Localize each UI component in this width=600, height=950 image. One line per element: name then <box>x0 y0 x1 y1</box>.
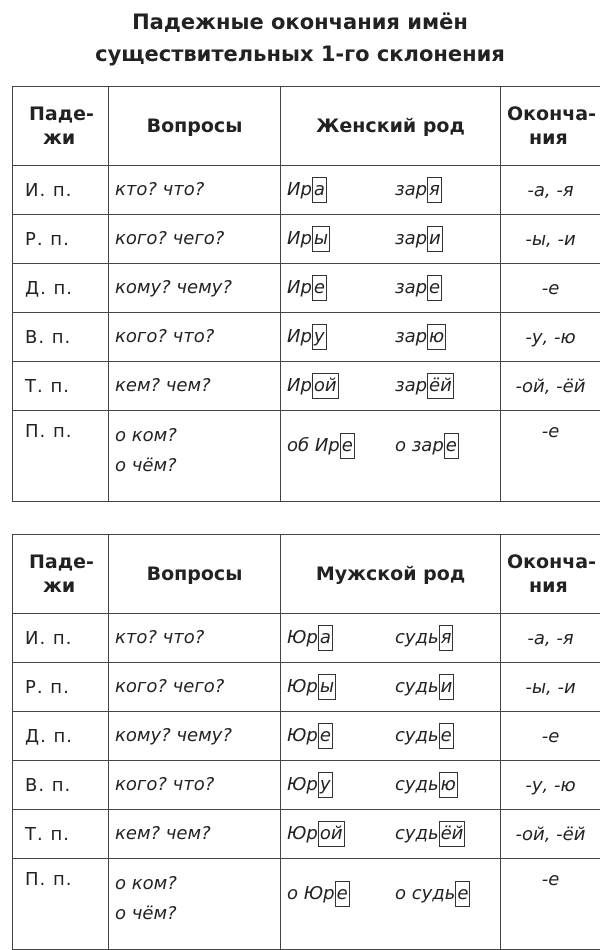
word-ending-box: ой <box>318 821 345 847</box>
example-word <box>395 373 454 399</box>
example-word <box>395 772 458 798</box>
word-stem: судь <box>395 774 439 795</box>
header-row <box>13 87 600 166</box>
word-ending-box: е <box>340 433 355 459</box>
case-name: Т. п. <box>13 810 109 859</box>
case-endings: -ой, -ёй <box>501 810 600 859</box>
word-ending-box: е <box>427 275 442 301</box>
word-stem: Юр <box>287 823 318 844</box>
word-preposition: об <box>287 435 315 456</box>
example-word <box>395 324 446 350</box>
question-line-1: кого? чего? <box>115 228 225 249</box>
example-word <box>287 881 350 907</box>
word-preposition: о <box>395 883 412 904</box>
case-questions <box>109 859 281 950</box>
header-questions: Вопросы <box>109 87 281 166</box>
question-line-1: кого? чего? <box>115 676 225 697</box>
word-stem: Ир <box>314 435 340 456</box>
question-line-1: кого? что? <box>115 774 215 795</box>
word-ending-box: е <box>455 881 470 907</box>
title-line-2: существительных 1-го склонения <box>95 42 505 66</box>
table-row <box>13 810 600 859</box>
case-questions <box>109 313 281 362</box>
case-name: Д. п. <box>13 712 109 761</box>
header-endings-line1: Оконча- <box>507 551 596 573</box>
case-endings: -е <box>501 264 600 313</box>
table-row <box>13 313 600 362</box>
question-line-1: кому? чему? <box>115 277 232 298</box>
word-stem: Ир <box>287 375 312 396</box>
question-line-1: кого? что? <box>115 326 215 347</box>
example-word <box>395 723 454 749</box>
table-row <box>13 712 600 761</box>
case-name: В. п. <box>13 761 109 810</box>
word-ending-box: а <box>318 625 333 651</box>
word-stem: Юр <box>287 774 318 795</box>
page-title <box>0 6 600 70</box>
header-gender: Женский род <box>281 87 501 166</box>
case-endings: -ой, -ёй <box>501 362 600 411</box>
header-cases-line2: жи <box>43 575 76 597</box>
word-stem: судь <box>395 676 439 697</box>
word-ending-box: ю <box>439 772 458 798</box>
header-cases <box>13 535 109 614</box>
case-endings: -у, -ю <box>501 313 600 362</box>
case-name: И. п. <box>13 614 109 663</box>
header-cases <box>13 87 109 166</box>
example-word <box>395 226 443 252</box>
example-words <box>281 859 501 950</box>
question-line-2: о чём? <box>115 455 177 476</box>
table-row <box>13 761 600 810</box>
word-ending-box: ой <box>312 373 339 399</box>
example-words <box>281 663 501 712</box>
case-endings: -а, -я <box>501 614 600 663</box>
word-stem: Юр <box>303 883 335 904</box>
word-ending-box: я <box>427 177 442 203</box>
case-endings: -ы, -и <box>501 215 600 264</box>
case-questions <box>109 810 281 859</box>
word-stem: зар <box>395 179 428 200</box>
question-line-2: о чём? <box>115 903 177 924</box>
case-name: П. п. <box>13 411 109 502</box>
word-ending-box: ы <box>318 674 336 700</box>
case-name: Р. п. <box>13 663 109 712</box>
case-endings: -ы, -и <box>501 663 600 712</box>
word-ending-box: и <box>427 226 443 252</box>
word-stem: зар <box>395 375 428 396</box>
case-name: В. п. <box>13 313 109 362</box>
example-word <box>287 177 327 203</box>
word-stem: Ир <box>287 228 312 249</box>
example-word <box>287 772 333 798</box>
table-row <box>13 614 600 663</box>
case-name: И. п. <box>13 166 109 215</box>
case-questions <box>109 761 281 810</box>
header-cases-line1: Паде- <box>29 103 94 125</box>
example-words <box>281 411 501 502</box>
table-row <box>13 859 600 950</box>
case-endings: -а, -я <box>501 166 600 215</box>
word-stem: зар <box>395 228 428 249</box>
word-ending-box: ы <box>312 226 330 252</box>
word-ending-box: ю <box>427 324 446 350</box>
example-word <box>287 275 327 301</box>
case-questions <box>109 614 281 663</box>
case-questions <box>109 264 281 313</box>
case-endings: -е <box>501 411 600 502</box>
word-ending-box: а <box>312 177 327 203</box>
table-row <box>13 411 600 502</box>
table-row <box>13 215 600 264</box>
word-ending-box: е <box>335 881 350 907</box>
case-endings: -у, -ю <box>501 761 600 810</box>
example-words <box>281 614 501 663</box>
word-stem: зар <box>395 326 428 347</box>
word-stem: судь <box>395 725 439 746</box>
word-stem: Юр <box>287 676 318 697</box>
header-gender: Мужской род <box>281 535 501 614</box>
example-words <box>281 810 501 859</box>
header-endings <box>501 87 600 166</box>
word-ending-box: ёй <box>439 821 466 847</box>
word-stem: судь <box>395 627 439 648</box>
word-ending-box: е <box>439 723 454 749</box>
case-name: П. п. <box>13 859 109 950</box>
example-words <box>281 712 501 761</box>
title-line-1: Падежные окончания имён <box>132 10 468 34</box>
word-stem: судь <box>395 823 439 844</box>
case-questions <box>109 712 281 761</box>
question-line-1: кто? что? <box>115 179 205 200</box>
case-endings: -е <box>501 859 600 950</box>
header-endings-line2: ния <box>529 127 568 149</box>
example-words <box>281 166 501 215</box>
case-name: Д. п. <box>13 264 109 313</box>
word-preposition: о <box>287 883 304 904</box>
word-stem: зар <box>395 277 428 298</box>
header-cases-line1: Паде- <box>29 551 94 573</box>
case-questions <box>109 166 281 215</box>
header-endings-line2: ния <box>529 575 568 597</box>
example-word <box>395 821 465 847</box>
word-stem: Ир <box>287 326 312 347</box>
word-preposition: о <box>395 435 412 456</box>
case-questions <box>109 663 281 712</box>
example-word <box>395 275 442 301</box>
example-words <box>281 362 501 411</box>
example-word <box>287 324 327 350</box>
question-line-1: кем? чем? <box>115 823 211 844</box>
table-row <box>13 264 600 313</box>
masculine-endings-table <box>12 534 600 950</box>
question-line-1: о ком? <box>115 425 177 446</box>
table-row <box>13 362 600 411</box>
word-ending-box: ёй <box>427 373 454 399</box>
word-stem: Ир <box>287 277 312 298</box>
word-ending-box: е <box>444 433 459 459</box>
header-row <box>13 535 600 614</box>
question-line-1: о ком? <box>115 873 177 894</box>
word-stem: Юр <box>287 725 318 746</box>
header-cases-line2: жи <box>43 127 76 149</box>
question-line-1: кем? чем? <box>115 375 211 396</box>
header-endings <box>501 535 600 614</box>
example-word <box>395 433 459 459</box>
word-ending-box: у <box>312 324 327 350</box>
table-row <box>13 166 600 215</box>
case-questions <box>109 362 281 411</box>
example-words <box>281 215 501 264</box>
case-questions <box>109 215 281 264</box>
example-word <box>395 881 470 907</box>
word-stem: Юр <box>287 627 318 648</box>
example-word <box>395 177 442 203</box>
example-words <box>281 313 501 362</box>
word-stem: зар <box>411 435 444 456</box>
header-questions: Вопросы <box>109 535 281 614</box>
word-stem: Ир <box>287 179 312 200</box>
word-stem: судь <box>411 883 456 904</box>
example-word <box>287 723 333 749</box>
question-line-1: кому? чему? <box>115 725 232 746</box>
example-words <box>281 264 501 313</box>
example-word <box>287 625 333 651</box>
word-ending-box: е <box>312 275 327 301</box>
case-name: Т. п. <box>13 362 109 411</box>
question-line-1: кто? что? <box>115 627 205 648</box>
feminine-endings-table <box>12 86 600 502</box>
word-ending-box: у <box>318 772 333 798</box>
example-word <box>287 821 345 847</box>
word-ending-box: и <box>439 674 455 700</box>
example-word <box>287 373 339 399</box>
case-endings: -е <box>501 712 600 761</box>
example-word <box>395 674 454 700</box>
example-words <box>281 761 501 810</box>
table-row <box>13 663 600 712</box>
case-questions <box>109 411 281 502</box>
word-ending-box: е <box>318 723 333 749</box>
example-word <box>287 674 336 700</box>
example-word <box>287 226 330 252</box>
word-ending-box: я <box>439 625 454 651</box>
header-endings-line1: Оконча- <box>507 103 596 125</box>
example-word <box>395 625 453 651</box>
example-word <box>287 433 355 459</box>
case-name: Р. п. <box>13 215 109 264</box>
